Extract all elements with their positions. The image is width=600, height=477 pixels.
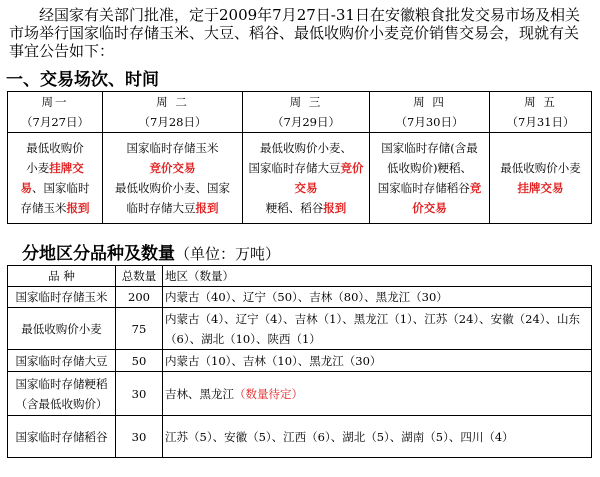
table-row	[8, 308, 592, 350]
cell-line: 最低收购价小麦、	[260, 141, 352, 155]
day-date: （7月30日）	[370, 112, 490, 133]
total-cell: 30	[116, 372, 163, 416]
cell-line: 最低收购价小麦、国家	[115, 181, 230, 195]
highlight-text: 报到	[66, 201, 90, 215]
variety-cell: 国家临时存储粳稻（含最低收购价）	[8, 372, 116, 416]
region-table	[7, 265, 592, 458]
schedule-cell-wed	[243, 133, 370, 224]
unit-label: （单位：万吨）	[175, 245, 281, 263]
variety-cell: 国家临时存储大豆	[8, 350, 116, 372]
quantity-note: （数量待定）	[234, 386, 303, 401]
cell-line	[245, 158, 367, 178]
cell-line	[10, 198, 100, 218]
schedule-cell-thu	[370, 133, 490, 224]
cell-text: 国家临时存储大豆	[248, 161, 341, 175]
schedule-cell-fri	[490, 133, 592, 224]
day-header: 周 四	[370, 92, 490, 113]
schedule-cell-mon	[8, 133, 103, 224]
section-title-schedule: 一、交易场次、时间	[6, 70, 159, 90]
day-header: 周一	[8, 92, 103, 113]
regions-cell: 江苏（5）、安徽（5）、江西（6）、湖北（5）、湖南（5）、四川（4）	[163, 416, 592, 458]
total-cell: 75	[116, 308, 163, 350]
cell-text: 小麦	[26, 161, 50, 175]
total-cell: 50	[116, 350, 163, 372]
table-header-row	[8, 266, 592, 287]
cell-text: 粳稻、稻谷	[265, 201, 324, 215]
total-cell: 200	[116, 287, 163, 308]
total-cell: 30	[116, 416, 163, 458]
schedule-table	[7, 91, 592, 224]
table-row	[8, 350, 592, 372]
table-row	[8, 372, 592, 416]
highlight-text: 挂牌交易	[517, 181, 564, 195]
cell-line	[10, 178, 100, 198]
day-header: 周 二	[103, 92, 243, 113]
day-date: （7月28日）	[103, 112, 243, 133]
intro-paragraph: 经国家有关部门批准，定于2009年7月27日-31日在安徽粮食批发交易市场及相关市场举行国家临时存储玉米、大豆、稻谷、最低收购价小麦竞价销售交易会，现就有关事宜公告如下：	[9, 6, 580, 60]
regions-cell: 内蒙古（40）、辽宁（50）、吉林（80）、黑龙江（30）	[163, 287, 592, 308]
highlight-text: 报到	[323, 201, 347, 215]
table-row	[8, 287, 592, 308]
column-header: 品 种	[8, 266, 116, 287]
regions-cell	[163, 372, 592, 416]
highlight-text: 竞价交易	[149, 161, 196, 175]
regions-text: 吉林、黑龙江	[165, 386, 234, 401]
table-row	[8, 416, 592, 458]
highlight-text: 交易	[294, 181, 318, 195]
cell-line: 最低收购价	[26, 141, 84, 155]
day-header: 周 三	[243, 92, 370, 113]
column-header: 地区（数量）	[163, 266, 592, 287]
section-title-regions	[22, 244, 280, 264]
cell-line	[245, 198, 367, 218]
cell-line	[105, 198, 240, 218]
variety-cell: 国家临时存储玉米	[8, 287, 116, 308]
section-title-text: 分地区分品种及数量	[22, 244, 175, 264]
cell-text: 临时存储大豆	[126, 201, 196, 215]
schedule-cell-tue	[103, 133, 243, 224]
cell-text: 存储玉米	[20, 201, 67, 215]
cell-line	[372, 178, 487, 198]
cell-text: 国家临时存储稻谷	[377, 181, 470, 195]
highlight-text: 易	[20, 181, 32, 195]
highlight-text: 挂牌交	[49, 161, 84, 175]
highlight-text: 竞价	[340, 161, 364, 175]
highlight-text: 报到	[195, 201, 219, 215]
variety-cell: 国家临时存储稻谷	[8, 416, 116, 458]
cell-line	[10, 158, 100, 178]
cell-line: 国家临时存储(含最	[381, 141, 478, 155]
cell-text: 、国家临时	[32, 181, 90, 195]
regions-cell: 内蒙古（4）、辽宁（4）、吉林（1）、黑龙江（1）、江苏（24）、安徽（24）、山东（6）、湖北（10）、陕西（1）	[163, 308, 592, 350]
highlight-text: 价交易	[412, 201, 447, 215]
column-header: 总数量	[116, 266, 163, 287]
cell-line: 国家临时存储玉米	[126, 141, 219, 155]
day-date: （7月31日）	[490, 112, 592, 133]
regions-cell: 内蒙古（10）、吉林（10）、黑龙江（30）	[163, 350, 592, 372]
variety-cell: 最低收购价小麦	[8, 308, 116, 350]
highlight-text: 竞	[469, 181, 482, 195]
cell-line: 低收购价)粳稻、	[387, 161, 472, 175]
day-date: （7月27日）	[8, 112, 103, 133]
cell-line: 最低收购价小麦	[500, 161, 581, 175]
day-date: （7月29日）	[243, 112, 370, 133]
day-header: 周 五	[490, 92, 592, 113]
